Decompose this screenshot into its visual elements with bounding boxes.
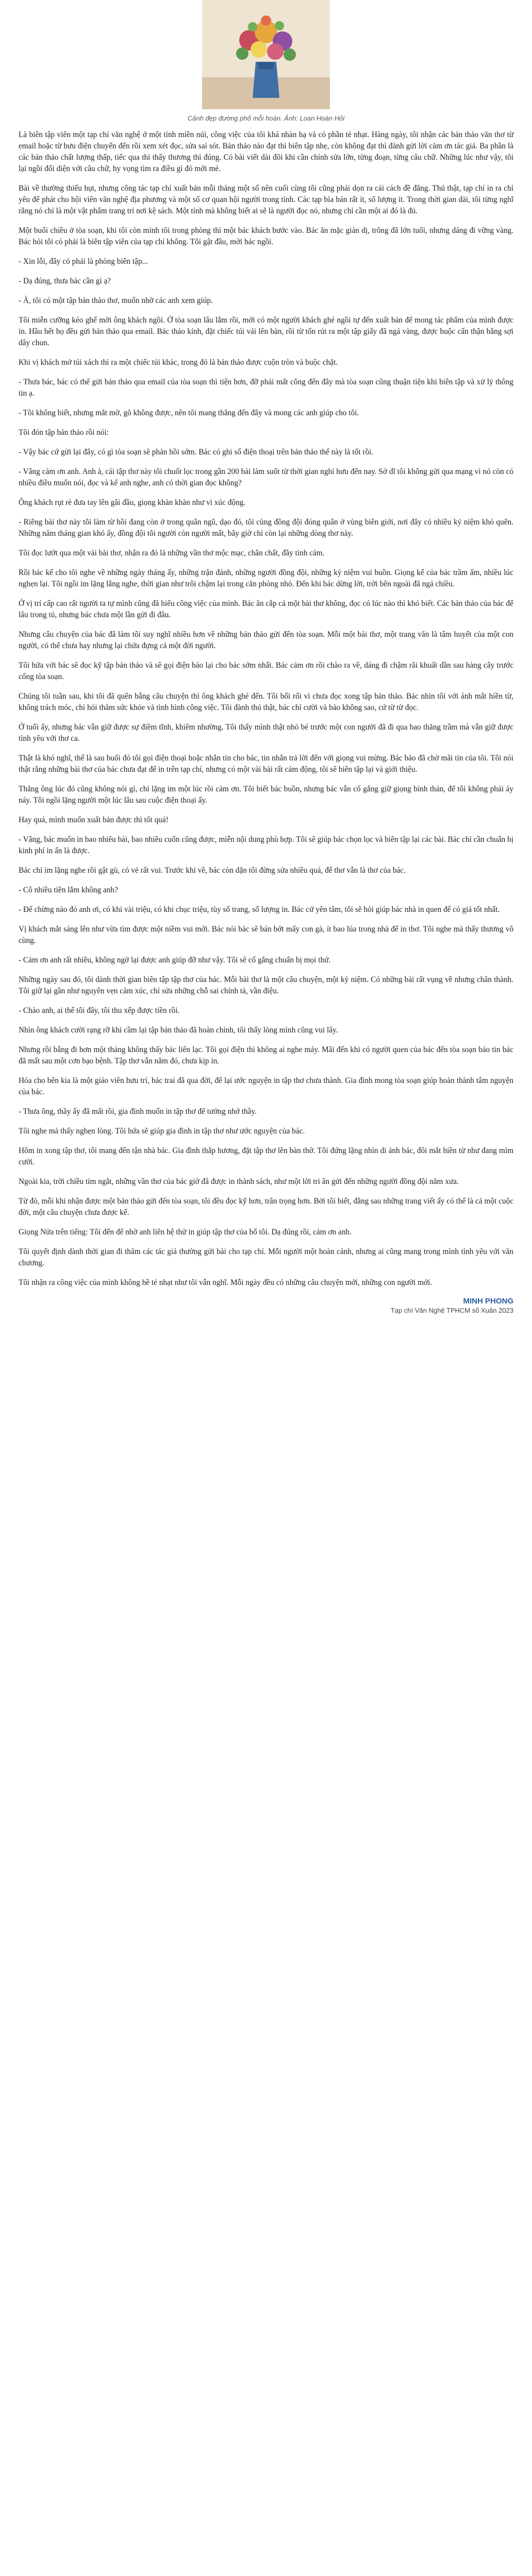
article-paragraph: Khi vị khách mở túi xách thì ra một chiếc túi khác, trong đó là bản thảo được cuộn tròn và buộc chặt. <box>19 358 338 367</box>
article-paragraph: Tôi nghe mà thấy nghẹn lòng. Tôi hứa sẽ giúp gia đình in tập thơ như ước nguyện của bác. <box>19 1127 305 1136</box>
article-paragraph: - À, tôi có một tập bản thảo thơ, muốn nhờ các anh xem giúp. <box>19 296 213 305</box>
article-paragraph: - Để chừng nào đó anh ơi, có khi vài triệu, có khi chục triệu, tùy số trang, số lượng in. Bác cứ yên tâm, tôi sẽ hỏi giúp bác nhà in quen để có giá tốt nhất. <box>19 905 500 914</box>
author-name: MINH PHONG <box>463 1297 513 1306</box>
article-paragraph: Ở tuổi ấy, nhưng bác vẫn giữ được sự điềm tĩnh, khiêm nhường. Tôi thấy mình thật nhỏ bé trước một con người đã đi qua bao thăng trầm mà vẫn giữ được tình yêu với thơ ca. <box>19 723 513 743</box>
article-paragraph: Tôi nhận ra công việc của mình không hề tẻ nhạt như tôi vẫn nghĩ. Mỗi ngày đều có những câu chuyện mới, những con người mới. <box>19 1278 433 1287</box>
blank-space <box>0 1327 532 2576</box>
article-paragraph: - Thưa ông, thầy ấy đã mất rồi, gia đình muốn in tập thơ để tưởng nhớ thầy. <box>19 1107 257 1116</box>
article-paragraph: Hay quá, mình muốn xuất bản được thì tốt quá! <box>19 816 169 824</box>
article-source: Tạp chí Văn Nghệ TPHCM số Xuân 2023 <box>390 1307 513 1314</box>
article-paragraph: - Cảm ơn anh rất nhiều, không ngờ lại được anh giúp đỡ như vậy. Tôi sẽ cố gắng chuẩn bị mọi thứ. <box>19 956 331 964</box>
article-paragraph: - Tôi không biết, nhưng mắt mờ, gõ không được, nên tôi mang thẳng đến đây và mong các anh giúp cho tôi. <box>19 409 359 417</box>
article-paragraph: Nhưng rồi bẵng đi hơn một tháng không thấy bác liên lạc. Tôi gọi điện thì không ai nghe máy. Mãi đến khi có người quen của bác đến tòa soạn báo tin bác đã mất sau một cơn bạo bệnh. Tập thơ vẫn nằm đó, chưa kịp in. <box>19 1045 513 1065</box>
article-paragraph: Rồi bác kể cho tôi nghe về những ngày tháng ấy, những trận đánh, những người đồng đội, những kỷ niệm vui buồn. Giọng kể của bác trầm ấm, nhiều lúc nghẹn lại. Tôi ngồi im lặng lắng nghe, thời gian như trôi chậm lại trong căn phòng nhỏ. Đến khi bác dừng lời, trời bên ngoài đã ngả chiều. <box>19 568 513 588</box>
article-paragraph: Bài về thường thiếu hụt, nhưng công tác tạp chí xuất bản mỗi tháng một số nên cuối cùng tôi cũng phải dọn ra cái cách đề đăng. Thú thật, tạp chí in ra chỉ yêu để phát cho hội viên văn nghệ địa phương và một số cơ quan hội người trong tỉnh. Các tạp bìa bán rất ít, số lượng ít. Trong thời gian dài, tôi từng nghĩ rằng nó chỉ là một vật phẩm trang trí nơi kệ sách. Một tính mà không biết ai sẽ là người đọc nó, nhưng chỉ cần một ai đó là đủ. <box>19 184 513 215</box>
article-paragraph: Chúng tôi tuần sau, khi tôi đã quên bẵng câu chuyện thì ông khách ghé đến. Tôi bối rối vì chưa đọc xong tập bản thảo. Bác nhìn tôi với ánh mắt hiền từ, không trách móc, chỉ hỏi thăm sức khỏe và tình hình công việc. Tôi đành thú thật, bác chỉ cười và bảo không sao, cứ từ từ đọc. <box>19 692 513 712</box>
article-paragraph: Là biên tập viên một tạp chí văn nghệ ở một tỉnh miền núi, công việc của tôi khá nhàn hạ và có phần tẻ nhạt. Hàng ngày, tôi nhận các bản thảo văn thơ từ email hoặc từ bưu điện chuyển đến rồi xem xét đọc, sửa sai sót. Bản thảo nào đạt thì biên tập nhẹ, còn không đạt thì đành gửi lời cảm ơn tác giả. Ba phần là các bản thảo chất lượng thấp, tiếc qua thì thấy thương thì đúng. Có bài viết dài đôi khi cần chỉnh sửa lớn, từng đoạn, từng câu chữ. Những lúc như vậy, tôi lại ngồi đối diện với câu chữ, hy vọng tìm ra điều gì đó mới mẻ. <box>19 130 513 173</box>
flower-vase-image <box>202 0 330 109</box>
article-paragraph: - Cô nhiều tiền lắm không anh? <box>19 886 118 894</box>
article-paragraph: - Vâng, bác muốn in bao nhiêu bài, bao nhiêu cuốn cũng được, miễn nội dung phù hợp. Tôi sẽ giúp bác chọn lọc và biên tập lại các bài. Bác chỉ cần chuẩn bị kinh phí in ấn là được. <box>19 835 513 855</box>
article-image <box>202 0 330 109</box>
article-paragraph: - Xin lỗi, đây có phải là phòng biên tập... <box>19 257 148 266</box>
article-paragraph: Hôm in xong tập thơ, tôi mang đến tận nhà bác. Gia đình thắp hương, đặt tập thơ lên bàn thờ. Tôi đứng lặng nhìn di ảnh bác, đôi mắt hiền từ như đang mỉm cười. <box>19 1146 513 1166</box>
article-paragraph: Bác chỉ im lặng nghe rồi gật gù, có vẻ rất vui. Trước khi về, bác còn dặn tôi đừng sửa nhiều quá, để thơ vẫn là thơ của bác. <box>19 866 406 875</box>
article-paragraph: Tôi miễn cưỡng kéo ghế mời ông khách ngồi. Ở tòa soạn lâu lắm rồi, mới có một người khách ghé ngồi tự đến xuất bản để mong tác phẩm của mình được in. Hầu hết họ đều gửi bản thảo qua email. Bác tháo kính, đặt chiếc túi vải lên bàn, rồi từ tốn rút ra một tập giấy đã ngả vàng, được buộc cẩn thận bằng sợi dây chun. <box>19 316 513 347</box>
article-paragraph: Những ngày sau đó, tôi dành thời gian biên tập tập thơ của bác. Mỗi bài thơ là một câu chuyện, một kỷ niệm. Có những bài rất vụng về nhưng chân thành. Tôi giữ lại gần như nguyên vẹn cảm xúc, chỉ sửa những chỗ sai chính tả, vần điệu. <box>19 975 513 995</box>
article-paragraph: - Dạ đúng, thưa bác cần gì ạ? <box>19 277 111 285</box>
article-paragraph: - Riêng bài thơ này tôi làm từ hồi đang còn ở trong quân ngũ, dạo đó, tôi cùng đồng đội đóng quân ở vùng biên giới, nơi đây có nhiều kỷ niệm khó quên. Những năm tháng gian khó ấy, đồng đội tôi người còn người mất, bây giờ chỉ còn lại những dòng thơ này. <box>19 518 513 538</box>
article-paragraph: Nhìn ông khách cười rạng rỡ khi cầm lại tập bản thảo đã hoàn chỉnh, tôi thấy lòng mình cũng vui lây. <box>19 1026 338 1035</box>
article-paragraph: Ông khách rụt rè đưa tay lên gãi đầu, giọng khàn khàn như vì xúc động. <box>19 498 246 507</box>
article-paragraph: Thẳng ông lúc đó cũng không nói gì, chỉ lặng im một lúc rồi cảm ơn. Tôi biết bác buồn, nhưng bác vẫn cố gắng giữ giọng bình thản, để tôi không phải áy náy. Tôi ngồi lặng người một lúc lâu sau cuộc điện thoại ấy. <box>19 785 513 805</box>
article-paragraph: - Chào anh, ai thế tôi đây, tôi thu xếp được tiền rồi. <box>19 1006 180 1015</box>
article-paragraph: Tôi đón tập bản thảo rồi nói: <box>19 428 109 437</box>
image-caption: Cảnh đẹp đường phố mỗi hoàn. Ảnh: Loan Hoàn Hỏi <box>187 114 345 122</box>
hero <box>0 0 532 109</box>
article-paragraph: Từ đó, mỗi khi nhận được một bản thảo gửi đến tòa soạn, tôi đều đọc kỹ hơn, trân trọng hơn. Bởi tôi biết, đằng sau những trang viết ấy có thể là cả một cuộc đời, một câu chuyện chưa được kể. <box>19 1197 513 1217</box>
article-paragraph: - Thưa bác, bác có thể gửi bản thảo qua email của tòa soạn thì tiện hơn, đỡ phải mất công đến đây mà tòa soạn cũng thuận tiện khi biên tập và xử lý thông tin ạ. <box>19 378 513 398</box>
article-paragraph: - Vâng cảm ơn anh. Anh à, cái tập thơ này tôi chuốt lọc trong gần 200 bài làm suốt từ thời gian nghỉ hưu đến nay. Sở dĩ tôi không gửi qua mạng vì nó còn có nhiều điều muốn nói, đọc và kể anh nghe, anh có thời gian đọc không? <box>19 467 513 487</box>
article-paragraph: Tôi đọc lướt qua một vài bài thơ, nhận ra đó là những vần thơ mộc mạc, chân chất, đầy tình cảm. <box>19 549 325 557</box>
article-paragraph: Thật là khó nghĩ, thế là sau buổi đó tôi gọi điện thoại hoặc nhắn tin cho bác, tin nhắn trả lời đến với giọng vui mừng. Bác bảo đã chờ mãi tin của tôi. Tôi nói thật rằng những bài thơ của bác chưa đạt để in trên tạp chí, nhưng có một vài bài rất cảm động, tôi sẽ biên tập lại và giới thiệu. <box>19 754 513 774</box>
article-paragraph: Vị khách mắt sáng lên như vừa tìm được một niềm vui mới. Bác nói bác sẽ bán bớt mấy con gà, ít bao lúa trong nhà để in thơ. Tôi nghe mà thấy thương vô cùng. <box>19 925 513 945</box>
article-paragraph: Ngoài kia, trời chiều tím ngắt, những vần thơ của bác giờ đã được in thành sách, như một lời tri ân gửi đến những người đồng đội năm xưa. <box>19 1177 459 1186</box>
article-paragraph: Một buổi chiều ở tòa soạn, khi tôi còn mình tôi trong phòng thì một bác khách bước vào. Bác ăn mặc giản dị, trông đã lớn tuổi, nhưng dáng đi vững vàng. Bác hỏi tôi có phải là biên tập viên của tạp chí không. Tôi gật đầu, mời bác ngồi. <box>19 226 513 246</box>
article-paragraph: - Vậy bác cứ gửi lại đây, có gì tòa soạn sẽ phản hồi sớm. Bác có ghi số điện thoại trên bản thảo thế này là tốt rồi. <box>19 448 374 456</box>
article-paragraph: Hóa cho bên kia là một giáo viên hưu trí, bác trai đã qua đời, để lại ước nguyện in tập thơ chưa thành. Gia đình mong tòa soạn giúp hoàn thành tâm nguyện của bác. <box>19 1076 513 1096</box>
article-paragraph: Nhưng câu chuyện của bác đã làm tôi suy nghĩ nhiều hơn về những bản thảo gửi đến tòa soạn. Mỗi một bài thơ, một trang văn là tâm huyết của một con người, có thể chưa hay nhưng lại chứa đựng cả một đời người. <box>19 630 513 650</box>
article-paragraph: Ở vị trí cấp cao rất người ta tự mình cũng đã hiểu công việc của mình. Bác ăn cắp cả một bài thơ không, đọc có lúc nào thì khó biết. Các bản thảo của bác để lâu trong tủ, nhưng bác chưa một lần gửi đi đâu. <box>19 599 513 619</box>
article-paragraph: Tôi hứa với bác sẽ đọc kỹ tập bản thảo và sẽ gọi điện báo lại cho bác sớm nhất. Bác cảm ơn rồi chào ra về, dáng đi chậm rãi khuất dần sau hàng cây trước cổng tòa soạn. <box>19 661 513 681</box>
article-paragraph: Giọng Nửa trên tiếng: Tôi đến để nhờ anh liên hệ thử in giúp tập thơ của bố tôi. Dạ đúng rồi, cảm ơn anh. <box>19 1228 352 1236</box>
article-paragraph: Tôi quyết định dành thời gian đi thăm các tác giả thường gửi bài cho tạp chí. Mỗi người một hoàn cảnh, nhưng ai cũng mang trong mình tình yêu với văn chương. <box>19 1247 513 1267</box>
article-body <box>0 129 532 1314</box>
